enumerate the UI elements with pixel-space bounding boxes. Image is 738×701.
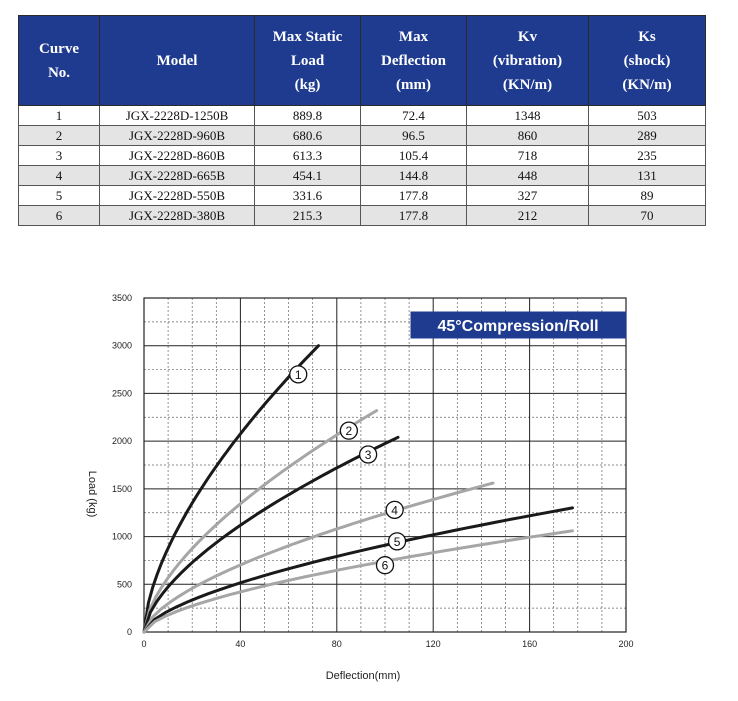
series-5-line (144, 508, 573, 632)
x-axis-label: Deflection(mm) (325, 670, 401, 682)
y-tick-label: 1000 (111, 531, 132, 542)
cell: 718 (467, 146, 589, 166)
spec-table (18, 15, 706, 226)
cell: 70 (589, 206, 706, 226)
cell: 889.8 (255, 106, 361, 126)
cell: 1 (19, 106, 100, 126)
cell: 503 (589, 106, 706, 126)
cell: JGX-2228D-860B (100, 146, 255, 166)
chart-curve-labels (290, 366, 406, 574)
series-6-label: 6 (381, 558, 389, 573)
cell: 289 (589, 126, 706, 146)
cell: JGX-2228D-380B (100, 206, 255, 226)
y-tick-label: 500 (116, 579, 132, 590)
series-4-label: 4 (391, 503, 398, 518)
series-3-label: 3 (364, 448, 372, 463)
col-header-max-deflection: Max Deflection (mm) (361, 16, 467, 106)
x-tick-label: 0 (141, 639, 147, 649)
table-row (19, 186, 706, 206)
cell: 131 (589, 166, 706, 186)
series-5-label: 5 (393, 534, 401, 549)
table-row (19, 206, 706, 226)
cell: 4 (19, 166, 100, 186)
cell: 144.8 (361, 166, 467, 186)
x-tick-label: 200 (618, 639, 634, 649)
table-row (19, 166, 706, 186)
col-header-max-load: Max Static Load (kg) (255, 16, 361, 106)
table-row (19, 126, 706, 146)
col-header-curve: Curve No. (19, 16, 100, 106)
x-tick-label: 40 (235, 639, 246, 649)
col-header-model: Model (100, 16, 255, 106)
y-tick-label: 0 (126, 627, 132, 637)
chart-ticks (112, 293, 634, 649)
series-2-line (144, 411, 377, 632)
cell: 2 (19, 126, 100, 146)
cell: JGX-2228D-665B (100, 166, 255, 186)
table-row (19, 106, 706, 126)
cell: 331.6 (255, 186, 361, 206)
cell: 235 (589, 146, 706, 166)
load-deflection-chart (0, 280, 738, 701)
cell: 177.8 (361, 206, 467, 226)
x-tick-label: 120 (425, 639, 441, 649)
y-tick-label: 2000 (111, 436, 132, 447)
cell: 448 (467, 166, 589, 186)
y-tick-label: 2500 (111, 388, 132, 399)
table-row (19, 146, 706, 166)
cell: 215.3 (255, 206, 361, 226)
cell: 1348 (467, 106, 589, 126)
cell: 613.3 (255, 146, 361, 166)
chart-title: 45°Compression/Roll (437, 318, 599, 335)
table-header-row (19, 16, 706, 106)
cell: JGX-2228D-960B (100, 126, 255, 146)
cell: 212 (467, 206, 589, 226)
cell: 327 (467, 186, 589, 206)
cell: 454.1 (255, 166, 361, 186)
cell: 860 (467, 126, 589, 146)
series-2-label: 2 (345, 424, 353, 439)
cell: 177.8 (361, 186, 467, 206)
y-tick-label: 1500 (111, 483, 132, 494)
cell: 72.4 (361, 106, 467, 126)
cell: 96.5 (361, 126, 467, 146)
x-tick-label: 160 (522, 639, 538, 649)
cell: 6 (19, 206, 100, 226)
y-axis-label: Load (kg) (86, 470, 98, 518)
cell: 680.6 (255, 126, 361, 146)
cell: 3 (19, 146, 100, 166)
cell: 89 (589, 186, 706, 206)
col-header-ks: Ks (shock) (KN/m) (589, 16, 706, 106)
y-tick-label: 3500 (111, 293, 132, 303)
x-tick-label: 80 (331, 639, 342, 649)
y-tick-label: 3000 (111, 340, 132, 351)
cell: 5 (19, 186, 100, 206)
cell: 105.4 (361, 146, 467, 166)
cell: JGX-2228D-550B (100, 186, 255, 206)
cell: JGX-2228D-1250B (100, 106, 255, 126)
series-1-label: 1 (294, 367, 302, 382)
col-header-kv: Kv (vibration) (KN/m) (467, 16, 589, 106)
